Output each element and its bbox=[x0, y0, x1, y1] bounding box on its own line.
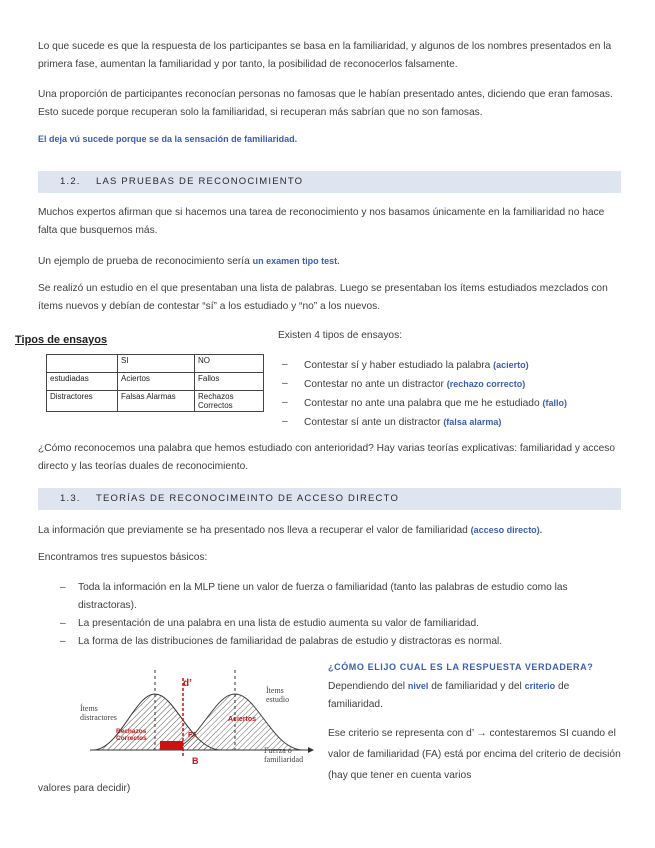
paragraph-expertos: Muchos expertos afirman que si hacemos una tarea de reconocimiento y nos basamos únicamente en la familiaridad no hace falta que busquemos más. bbox=[38, 207, 605, 236]
table-header-row bbox=[47, 355, 264, 373]
aciertos-label: Aciertos bbox=[228, 716, 257, 723]
paragraph-pregunta: ¿Cómo reconocemos una palabra que hemos estudiado con anterioridad? Hay varias teorías explicativas: familiaridad y acceso directo y las teorías duales de reconocimiento. bbox=[38, 443, 616, 472]
paragraph-deja-vu: El deja vú sucede porque se da la sensación de familiaridad. bbox=[38, 134, 298, 144]
list-item: – Contestar sí y haber estudiado la palabra (acierto) bbox=[282, 359, 529, 371]
b-label: B bbox=[192, 756, 199, 766]
table-cell: estudiadas bbox=[47, 373, 118, 391]
table-row bbox=[47, 391, 264, 412]
axis-label: Fuerza o familiaridad bbox=[264, 746, 304, 764]
table-cell: SI bbox=[118, 355, 195, 373]
acceso-tag: (acceso directo). bbox=[470, 525, 543, 535]
list-item: – Toda la información en la MLP tiene un valor de fuerza o familiaridad (tanto las palabras de estudio como las distractoras). bbox=[60, 582, 568, 611]
paragraph-acceso-directo bbox=[38, 521, 621, 540]
paragraph-ejemplo bbox=[38, 252, 621, 271]
section-number: 1.2. bbox=[60, 176, 81, 187]
paragraph-criterio-end: valores para decidir) bbox=[38, 783, 131, 794]
fa-label: FA bbox=[188, 732, 197, 739]
paragraph-famosas: Una proporción de participantes reconocían personas no famosas que le habían presentado antes, diciendo que eran famosas. Esto sucede porque recuperan solo la familiaridad, si recuperan más sabrían que no son famosas. bbox=[38, 89, 613, 118]
items-estudio-label: Ítems estudio bbox=[266, 686, 290, 704]
supuestos-list bbox=[60, 579, 620, 651]
tipos-ensayos-title: Tipos de ensayos bbox=[15, 334, 108, 346]
signal-detection-figure bbox=[80, 664, 320, 772]
table-cell: Aciertos bbox=[118, 373, 195, 391]
list-item: – La presentación de una palabra en una lista de estudio aumenta su valor de familiaridad. bbox=[60, 618, 479, 629]
rechazos-label: Rechazos Correctos bbox=[116, 728, 147, 742]
ejemplo-text: Un ejemplo de prueba de reconocimiento sería bbox=[38, 256, 253, 267]
list-item: – La forma de las distribuciones de familiaridad de palabras de estudio y distractoras es normal. bbox=[60, 636, 503, 647]
paragraph-supuestos: Encontramos tres supuestos básicos: bbox=[38, 552, 208, 563]
ensayos-intro: Existen 4 tipos de ensayos: bbox=[278, 330, 403, 341]
d-prime-label: d’ bbox=[183, 678, 192, 689]
items-distractores-label: Ítems distractores bbox=[80, 704, 117, 722]
list-item: – Contestar no ante una palabra que me he estudiado (fallo) bbox=[282, 397, 567, 409]
paragraph-familiaridad: Lo que sucede es que la respuesta de los participantes se basa en la familiaridad, y algunos de los nombres presentados en la primera fase, aumentan la familiaridad y por tanto, la posibilidad de reconocerlos falsamente. bbox=[38, 41, 612, 70]
section-heading-1-2 bbox=[38, 171, 621, 193]
list-item: – Contestar sí ante un distractor (falsa alarma) bbox=[282, 416, 502, 428]
paragraph-dependiendo: Dependiendo del nivel de familiaridad y del criterio de familiaridad. bbox=[328, 681, 570, 710]
table-cell: NO bbox=[195, 355, 264, 373]
list-item: – Contestar no ante un distractor (rechazo correcto) bbox=[282, 378, 526, 390]
section-title: TEORÍAS DE RECONOCIMEINTO DE ACCESO DIRECTO bbox=[96, 493, 400, 504]
acceso-text: La información que previamente se ha presentado nos lleva a recuperar el valor de familiaridad bbox=[38, 525, 471, 536]
table-cell: Falsas Alarmas bbox=[118, 391, 195, 412]
table-cell: Fallos bbox=[195, 373, 264, 391]
ensayos-list bbox=[282, 356, 622, 432]
section-number: 1.3. bbox=[60, 493, 81, 504]
paragraph-estudio: Se realizó un estudio en el que presentaban una lista de palabras. Luego se presentaban los ítems estudiados mezclados con ítems nuevos y debían de contestar “sí” a los estudiado y “no” a los nuevos. bbox=[38, 283, 608, 312]
table-cell: Distractores bbox=[47, 391, 118, 412]
section-heading-1-3 bbox=[38, 488, 621, 510]
table-cell: Rechazos Correctos bbox=[195, 391, 264, 412]
table-row bbox=[47, 373, 264, 391]
paragraph-criterio: Ese criterio se representa con d’ → contestaremos SI cuando el valor de familiaridad (FA) está por encima del criterio de decisión (hay que tener en cuenta varios bbox=[328, 728, 621, 781]
ejemplo-highlight: un examen tipo test. bbox=[252, 256, 340, 266]
question-title: ¿CÓMO ELIJO CUAL ES LA RESPUESTA VERDADERA? bbox=[328, 662, 594, 672]
table-cell bbox=[47, 355, 118, 373]
miss-region bbox=[160, 741, 183, 750]
ensayos-table bbox=[46, 354, 264, 412]
section-title: LAS PRUEBAS DE RECONOCIMIENTO bbox=[96, 176, 304, 187]
